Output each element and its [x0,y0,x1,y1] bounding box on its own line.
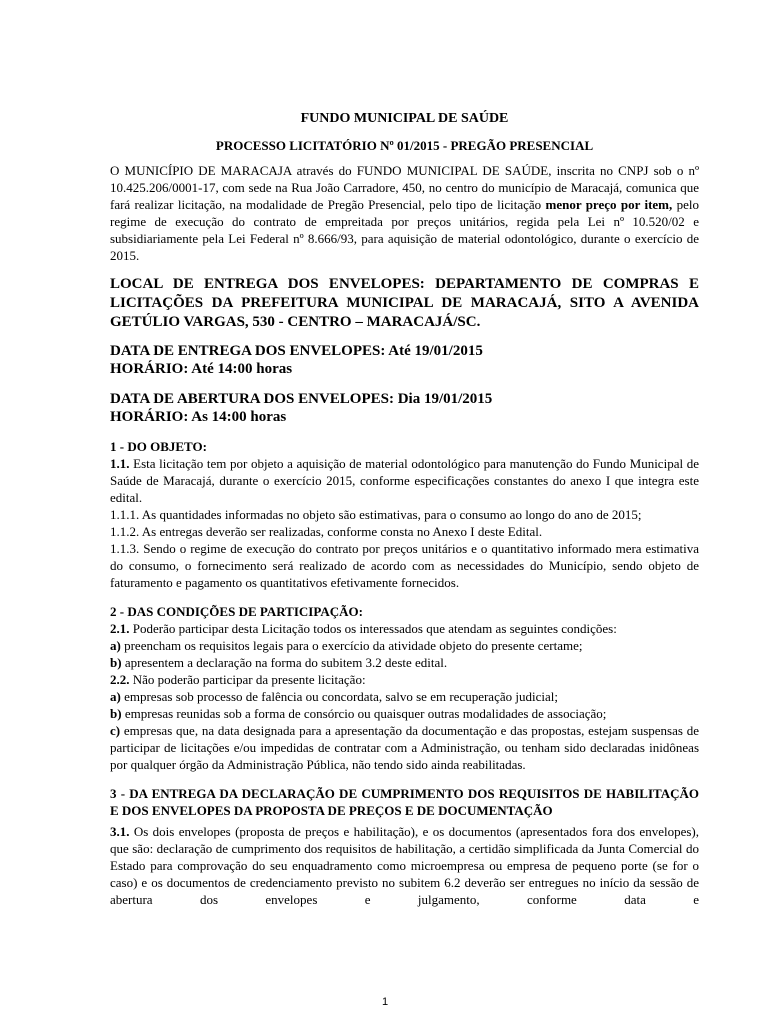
document-title: FUNDO MUNICIPAL DE SAÚDE [300,111,509,126]
item-label: b) [110,655,122,670]
section-1-item-1-1-2: 1.1.2. As entregas deverão ser realizadas, conforme consta no Anexo I deste Edital. [110,524,543,539]
delivery-location: LOCAL DE ENTREGA DOS ENVELOPES: DEPARTAMENTO DE COMPRAS E LICITAÇÕES DA PREFEITURA MUNICIPAL DE MARACAJÁ, SITO A AVENIDA GETÚLIO VARGAS, 530 - CENTRO – MARACAJÁ/SC. [110,276,699,330]
item-label: c) [110,723,121,738]
section-2-item-2-2-c [110,722,699,773]
item-text: apresentem a declaração na forma do subitem 3.2 deste edital. [121,655,448,670]
page-number: 1 [381,996,389,1008]
section-2-title: 2 - DAS CONDIÇÕES DE PARTICIPAÇÃO: [110,604,363,619]
section-2-item-2-2-b [110,705,699,722]
opening-date: DATA DE ABERTURA DOS ENVELOPES: Dia 19/01/2015 [110,391,493,407]
delivery-time: HORÁRIO: Até 14:00 horas [110,361,293,377]
item-text: Não poderão participar da presente licitação: [129,672,366,687]
document-body [110,110,699,908]
section-2-item-2-1 [110,620,699,637]
process-subtitle: PROCESSO LICITATÓRIO Nº 01/2015 - PREGÃO PRESENCIAL [215,138,594,153]
intro-bold: menor preço por item, [545,197,673,212]
section-1-item-1-1-3: 1.1.3. Sendo o regime de execução do contrato por preços unitários e o quantitativo informado mera estimativa do consumo, o fornecimento será realizado de acordo com as necessidades do Município, sendo objeto de faturamento e pagamento os quantitativos efetivamente fornecidos. [110,541,699,590]
section-2-item-2-1-b [110,654,699,671]
opening-schedule [110,390,699,426]
item-text: empresas reunidas sob a forma de consórcio ou quaisquer outras modalidades de associação; [121,706,607,721]
item-text: preencham os requisitos legais para o exercício da atividade objeto do presente certame; [120,638,583,653]
item-text: Poderão participar desta Licitação todos os interessados que atendam as seguintes condições: [129,621,617,636]
section-1-title: 1 - DO OBJETO: [110,439,207,454]
item-text: Esta licitação tem por objeto a aquisição de material odontológico para manutenção do Fundo Municipal de Saúde de Maracajá, durante o exercício 2015, conforme especificações constantes do anexo I que integra este edital. [110,456,699,505]
item-label: a) [110,689,121,704]
delivery-schedule [110,342,699,378]
item-label: 2.1. [110,621,130,636]
item-text: empresas que, na data designada para a apresentação da documentação e das propostas, estejam suspensas de participar de licitações e/ou impedidas de contratar com a Administração, ou tenham sido declaradas inidôneas por qualquer órgão da Administração Pública, não tendo sido ainda reabilitadas. [110,723,699,772]
section-3-title: 3 - DA ENTREGA DA DECLARAÇÃO DE CUMPRIMENTO DOS REQUISITOS DE HABILITAÇÃO E DOS ENVELOPES DA PROPOSTA DE PREÇOS E DE DOCUMENTAÇÃO [110,786,699,818]
section-1-item-1-1-1: 1.1.1. As quantidades informadas no objeto são estimativas, para o consumo ao longo do ano de 2015; [110,507,642,522]
section-3-item-3-1 [110,823,699,908]
section-2-item-2-1-a [110,637,699,654]
item-text: empresas sob processo de falência ou concordata, salvo se em recuperação judicial; [120,689,558,704]
delivery-date: DATA DE ENTREGA DOS ENVELOPES: Até 19/01/2015 [110,343,483,359]
opening-time: HORÁRIO: As 14:00 horas [110,409,287,425]
section-2-item-2-2 [110,671,699,688]
section-1-item-1-1 [110,455,699,506]
intro-text-a: O MUNICÍPIO DE MARACAJA através do FUNDO MUNICIPAL DE SAÚDE, inscrita no CNPJ sob o nº 10.425.206/0001-17, com sede na Rua João Carradore, 450, no centro do município de Maracajá, comunica que fará realizar licitação, na modalidade de Pregão Presencial, pelo tipo de licitação [110,163,699,212]
section-2-item-2-2-a [110,688,699,705]
intro-text-b: pelo regime de execução do contrato de empreitada por preços unitários, regida pela Lei nº 10.520/02 e subsidiariamente pela Lei Federal nº 8.666/93, para aquisição de material odontológico, durante o exercício de 2015. [110,197,699,263]
item-label: 2.2. [110,672,130,687]
item-label: b) [110,706,122,721]
item-label: 1.1. [110,456,130,471]
item-text: Os dois envelopes (proposta de preços e habilitação), e os documentos (apresentados fora dos envelopes), que são: declaração de cumprimento dos requisitos de habilitação, a certidão simplificada da Junta Comercial do Estado para comprovação do seu enquadramento como microempresa ou empresa de pequeno porte (se for o caso) e os documentos de credenciamento previsto no subitem 6.2 deverão ser entregues no início da sessão de abertura dos envelopes e julgamento, conforme data e [110,824,699,907]
item-label: 3.1. [110,824,130,839]
intro-paragraph [110,162,699,264]
item-label: a) [110,638,121,653]
